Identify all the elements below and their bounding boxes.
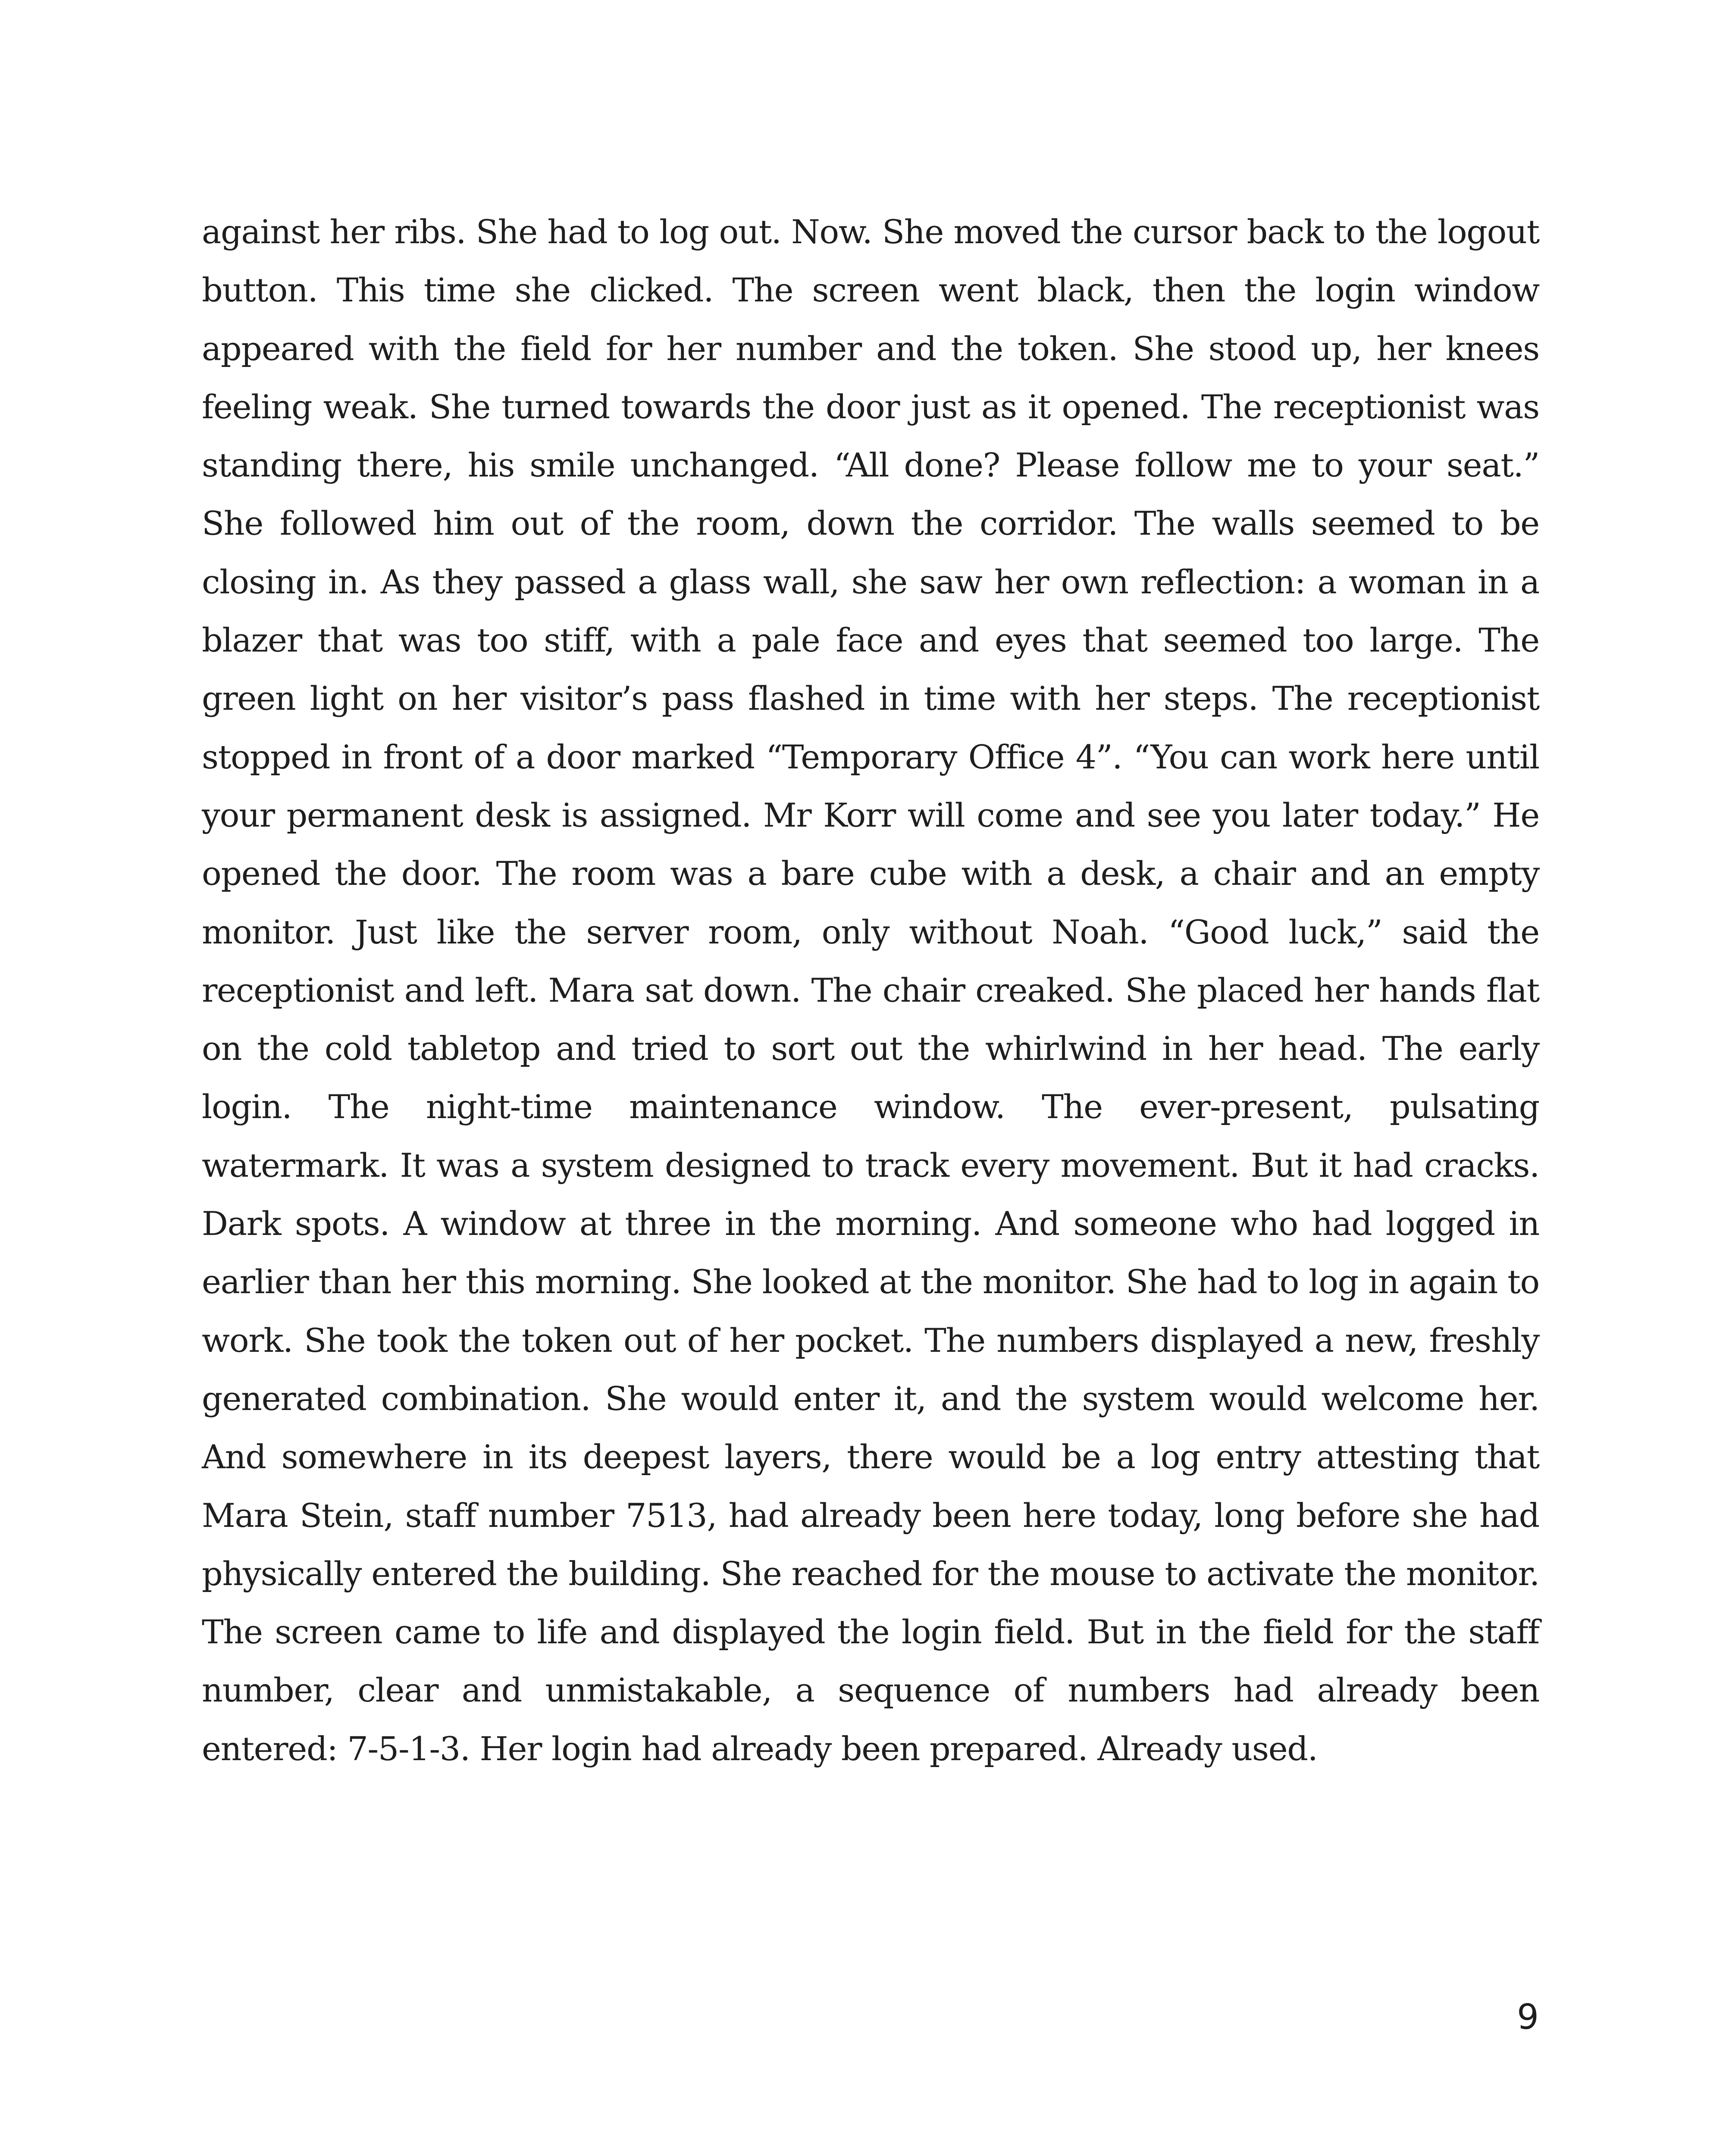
page-number: 9 <box>1517 1997 1539 2037</box>
body-paragraph: against her ribs. She had to log out. Now. She moved the cursor back to the logout button. This time she clicked. The screen went black, then the login window appeared with the field for her number and the token. She stood up, her knees feeling weak. She turned towards the door just as it opened. The receptionist was standing there, his smile unchanged. “All done? Please follow me to your seat.” She followed him out of the room, down the corridor. The walls seemed to be closing in. As they passed a glass wall, she saw her own reflection: a woman in a blazer that was too stiff, with a pale face and eyes that seemed too large. The green light on her visitor’s pass flashed in time with her steps. The receptionist stopped in front of a door marked “Temporary Office 4”. “You can work here until your permanent desk is assigned. Mr Korr will come and see you later today.” He opened the door. The room was a bare cube with a desk, a chair and an empty monitor. Just like the server room, only without Noah. “Good luck,” said the receptionist and left. Mara sat down. The chair creaked. She placed her hands flat on the cold tabletop and tried to sort out the whirlwind in her head. The early login. The night-time maintenance window. The ever-present, pulsating watermark. It was a system designed to track every movement. But it had cracks. Dark spots. A window at three in the morning. And someone who had logged in earlier than her this morning. She looked at the monitor. She had to log in again to work. She took the token out of her pocket. The numbers displayed a new, freshly generated combination. She would enter it, and the system would welcome her. And somewhere in its deepest layers, there would be a log entry attesting that Mara Stein, staff number 7513, had already been here today, long before she had physically entered the building. She reached for the mouse to activate the monitor. The screen came to life and displayed the login field. But in the field for the staff number, clear and unmistakable, a sequence of numbers had already been entered: 7-5-1-3. Her login had already been prepared. Already used. <box>202 213 1539 1768</box>
